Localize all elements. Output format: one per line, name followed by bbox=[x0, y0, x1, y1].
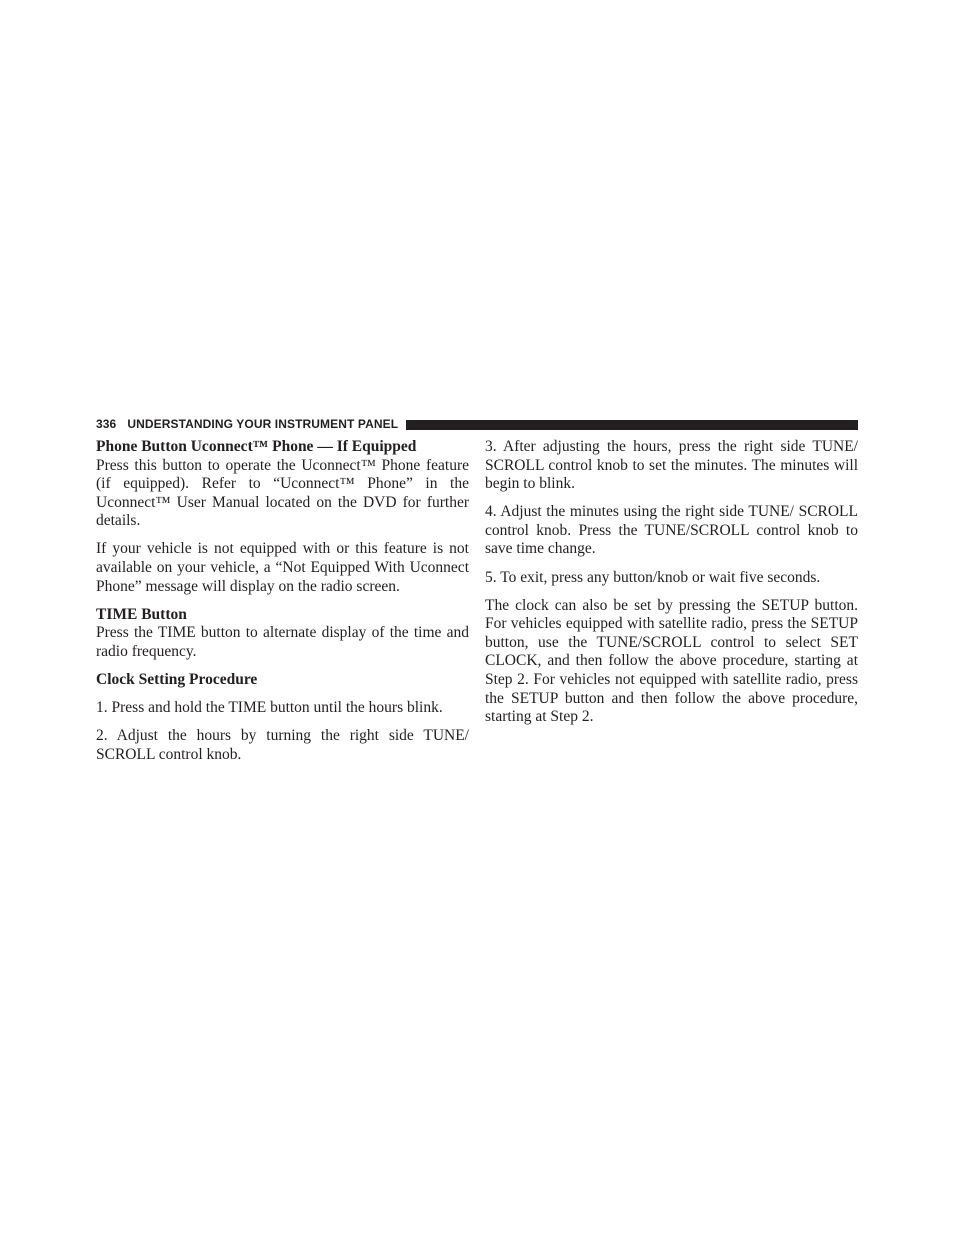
clock-step-2: 2. Adjust the hours by turning the right side TUNE/ SCROLL control knob. bbox=[96, 727, 469, 763]
left-column bbox=[96, 438, 469, 774]
header-rule bbox=[406, 420, 858, 430]
right-column bbox=[485, 438, 858, 736]
clock-setting-heading: Clock Setting Procedure bbox=[96, 671, 258, 689]
setup-button-paragraph: The clock can also be set by pressing the SETUP button. For vehicles equipped with satellite radio, press the SETUP button, use the TUNE/SCROLL control to select SET CLOCK, and then follow the above procedure, starting at Step 2. For vehicles not equipped with satellite radio, press the SETUP button and then follow the above procedure, starting at Step 2. bbox=[485, 596, 858, 726]
clock-step-4: 4. Adjust the minutes using the right side TUNE/ SCROLL control knob. Press the TUNE/SCROLL control knob to save time change. bbox=[485, 503, 858, 558]
phone-button-paragraph-1: Press this button to operate the Uconnect™ Phone feature (if equipped). Refer to “Uconnect™ Phone” in the Uconnect™ User Manual located on the DVD for further details. bbox=[96, 456, 469, 530]
page-header bbox=[96, 417, 858, 432]
section-title: UNDERSTANDING YOUR INSTRUMENT PANEL bbox=[127, 417, 399, 431]
page-number: 336 bbox=[96, 417, 117, 431]
clock-step-1: 1. Press and hold the TIME button until the hours blink. bbox=[96, 699, 443, 717]
time-button-heading: TIME Button bbox=[96, 605, 187, 623]
phone-button-paragraph-2: If your vehicle is not equipped with or this feature is not available on your vehicle, a “Not Equipped With Uconnect Phone” message will display on the radio screen. bbox=[96, 540, 469, 595]
phone-button-heading: Phone Button Uconnect™ Phone — If Equipped bbox=[96, 438, 417, 455]
time-button-paragraph: Press the TIME button to alternate display of the time and radio frequency. bbox=[96, 624, 469, 660]
clock-step-3: 3. After adjusting the hours, press the right side TUNE/ SCROLL control knob to set the minutes. The minutes will begin to blink. bbox=[485, 438, 858, 493]
clock-step-5: 5. To exit, press any button/knob or wait five seconds. bbox=[485, 568, 821, 586]
